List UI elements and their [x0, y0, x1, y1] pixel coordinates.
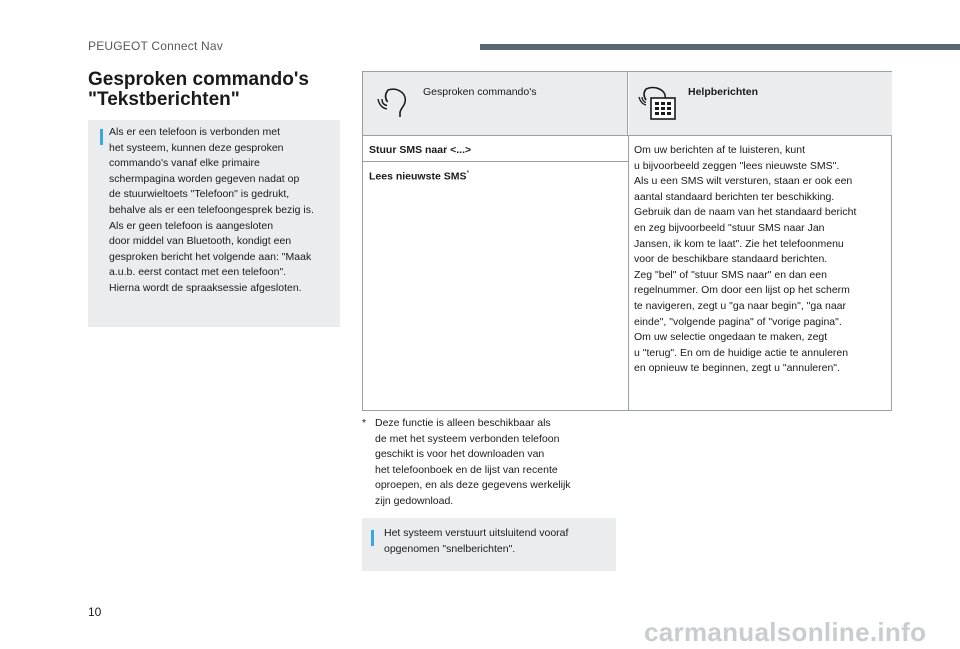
- page-number: 10: [88, 605, 102, 619]
- section-title-line-1: Gesproken commando's: [88, 69, 309, 90]
- footnote: [362, 416, 612, 510]
- help-message-icon: [637, 81, 677, 121]
- section-title: [88, 70, 309, 110]
- info-note-text: Als er een telefoon is verbonden met het systeem, kunnen deze gesproken commando's vanaf elke primaire schermpagina worden gegeven nadat op de stuurwieltoets "Telefoon" is gedrukt, behalve als er een telefoongesprek bezig is. Als er geen telefoon is aangesloten door middel van Bluetooth, kondigt een gesproken bericht het volgende aan: "Maak a.u.b. eerst contact met een telefoon". Hierna wordt de spraaksessie afgesloten.: [109, 126, 314, 294]
- command-label: Lees nieuwste SMS: [369, 170, 467, 183]
- site-watermark: carmanualsonline.info: [644, 617, 927, 647]
- info-note-phone-connection: [88, 120, 340, 327]
- table-header-commands: [363, 72, 628, 135]
- footnote-asterisk: *: [362, 417, 367, 429]
- table-column-rule: [628, 135, 629, 410]
- table-header-commands-label: Gesproken commando's: [423, 86, 537, 98]
- running-header: PEUGEOT Connect Nav: [88, 39, 223, 53]
- table-header-help: [629, 72, 892, 135]
- voice-commands-table: [362, 71, 892, 411]
- info-note-text: Het systeem verstuurt uitsluitend vooraf opgenomen "snelberichten".: [384, 527, 569, 555]
- table-header-rule: [363, 135, 891, 136]
- voice-command-icon: [373, 82, 413, 122]
- info-marker-icon: [100, 129, 103, 145]
- footnote-text: Deze functie is alleen beschikbaar als de met het systeem verbonden telefoon geschikt is voor het downloaden van het telefoonboek en de lijst van recente oproepen, en als deze gegevens werkelijk zijn gedownload.: [375, 417, 571, 507]
- command-send-sms: [369, 144, 471, 156]
- help-message-text: Om uw berichten af te luisteren, kunt u bijvoorbeeld zeggen "lees nieuwste SMS". Als u een SMS wilt versturen, staan er ook een aantal standaard berichten ter beschikking. Gebruik dan de naam van het standaard bericht en zeg bijvoorbeeld "stuur SMS naar Jan Jansen, ik kom te laat". Zie het telefoonmenu voor de beschikbare standaard berichten. Zeg "bel" of "stuur SMS naar" en dan een regelnummer. Om door een lijst op het scherm te navigeren, zegt u "ga naar begin", "ga naar einde", "volgende pagina" of "vorige pagina". Om uw selectie ongedaan te maken, zegt u "terug". En om de huidige actie te annuleren en opnieuw te beginnen, zegt u "annuleren".: [634, 144, 857, 375]
- info-marker-icon: [371, 530, 374, 546]
- command-read-latest-sms: [369, 170, 469, 183]
- command-label: Stuur SMS naar <...>: [369, 144, 472, 156]
- table-header-help-label: Helpberichten: [688, 86, 759, 98]
- footnote-marker: *: [466, 170, 470, 177]
- info-note-quick-messages: [362, 518, 616, 571]
- table-row-rule: [363, 161, 628, 162]
- section-title-line-2: "Tekstberichten": [88, 89, 240, 110]
- header-accent-bar: [480, 44, 960, 50]
